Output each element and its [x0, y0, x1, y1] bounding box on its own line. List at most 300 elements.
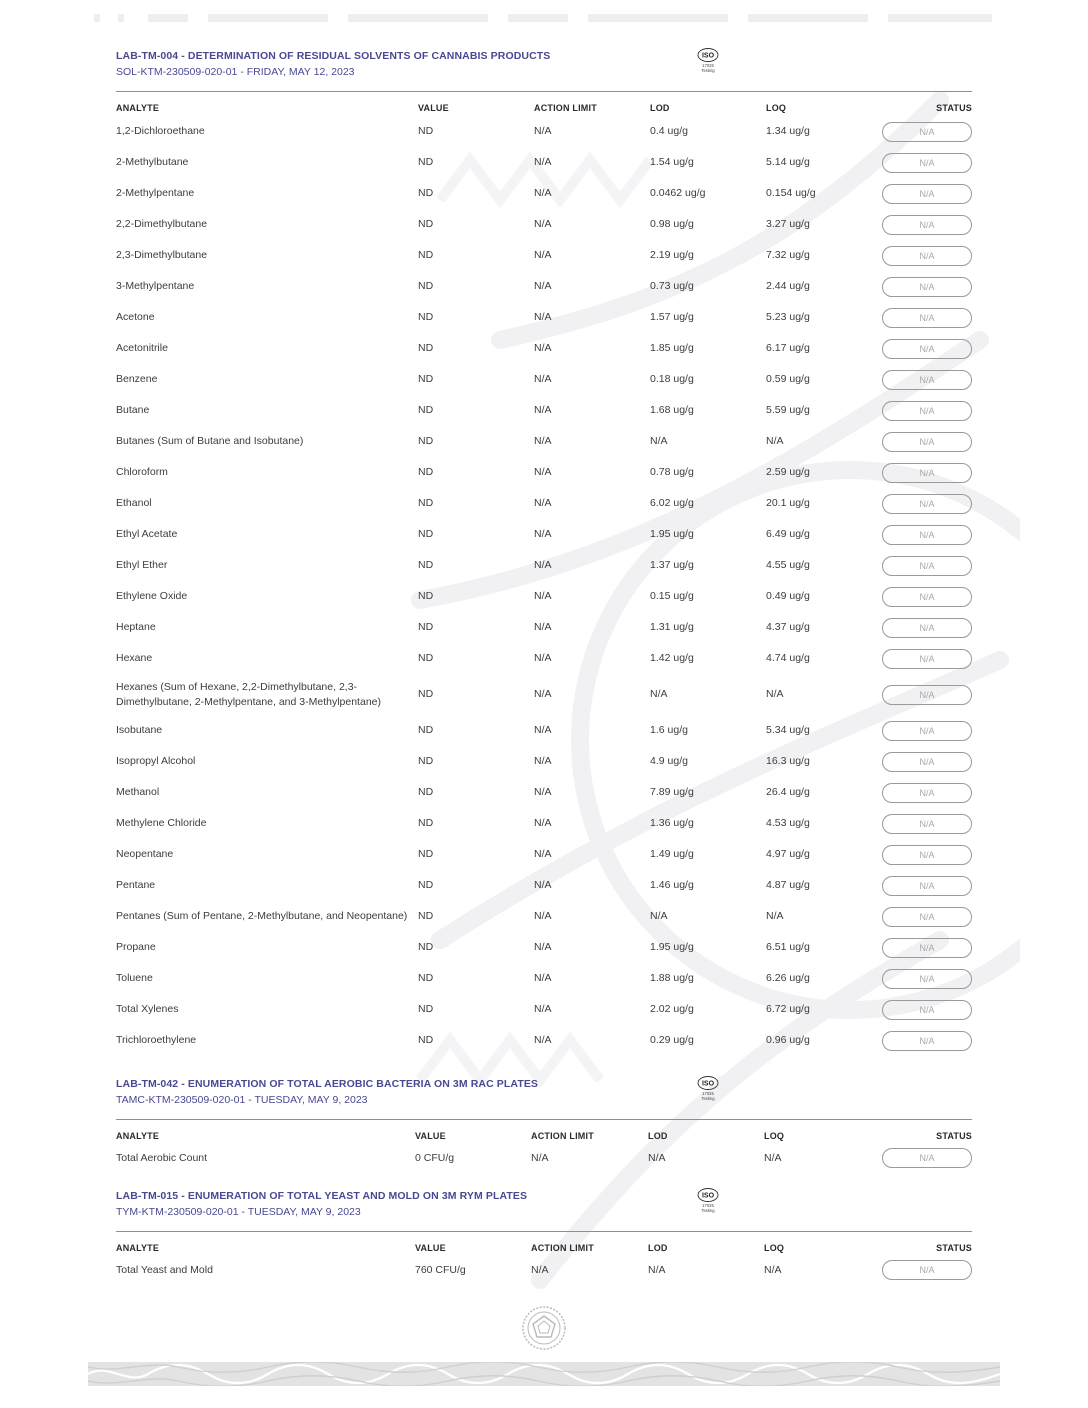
column-header-loq: LOQ: [764, 1243, 785, 1253]
status-cell: [882, 994, 972, 1025]
action-limit-cell: N/A: [534, 156, 552, 168]
value-cell: ND: [418, 435, 434, 447]
status-badge: N/A: [882, 721, 972, 741]
value-cell: ND: [418, 528, 434, 540]
loq-cell: 7.32 ug/g: [766, 249, 810, 261]
value-cell: ND: [418, 621, 434, 633]
table-row: [116, 839, 972, 870]
table-row: [116, 364, 972, 395]
loq-cell: 5.23 ug/g: [766, 311, 810, 323]
results-table: [116, 1128, 972, 1172]
analyte-cell: Total Xylenes: [116, 1003, 179, 1015]
analyte-cell: Trichloroethylene: [116, 1034, 197, 1046]
results-table: [116, 1240, 972, 1284]
action-limit-cell: N/A: [531, 1151, 549, 1164]
lab-seal-icon: [521, 1305, 567, 1351]
value-cell: ND: [418, 218, 434, 230]
analyte-cell: 2-Methylpentane: [116, 187, 195, 199]
status-badge: N/A: [882, 938, 972, 958]
loq-cell: 2.44 ug/g: [766, 280, 810, 292]
status-cell: [882, 839, 972, 870]
value-cell: ND: [418, 590, 434, 602]
action-limit-cell: N/A: [534, 941, 552, 953]
action-limit-cell: N/A: [534, 125, 552, 137]
column-header-value: VALUE: [415, 1131, 446, 1141]
status-cell: [882, 147, 972, 178]
column-header-value: VALUE: [415, 1243, 446, 1253]
action-limit-cell: N/A: [534, 218, 552, 230]
analyte-cell: Propane: [116, 941, 156, 953]
value-cell: ND: [418, 404, 434, 416]
lod-cell: 1.68 ug/g: [650, 404, 694, 416]
loq-cell: 4.55 ug/g: [766, 559, 810, 571]
status-badge: N/A: [882, 184, 972, 204]
action-limit-cell: N/A: [534, 1003, 552, 1015]
lod-cell: 1.49 ug/g: [650, 848, 694, 860]
table-row: [116, 1025, 972, 1056]
action-limit-cell: N/A: [534, 466, 552, 478]
loq-cell: 1.34 ug/g: [766, 125, 810, 137]
action-limit-cell: N/A: [534, 435, 552, 447]
table-row: [116, 808, 972, 839]
section-divider: [116, 1119, 972, 1120]
column-header-lod: LOD: [650, 103, 670, 113]
action-limit-cell: N/A: [534, 848, 552, 860]
lod-cell: 0.15 ug/g: [650, 590, 694, 602]
loq-cell: N/A: [764, 1263, 782, 1276]
status-cell: [882, 870, 972, 901]
status-badge: N/A: [882, 783, 972, 803]
iso-17025-badge-icon: [696, 1074, 720, 1104]
table-row: [116, 643, 972, 674]
lod-cell: 1.95 ug/g: [650, 941, 694, 953]
table-header-row: [116, 100, 972, 116]
loq-cell: N/A: [766, 435, 784, 447]
loq-cell: 0.49 ug/g: [766, 590, 810, 602]
action-limit-cell: N/A: [534, 559, 552, 571]
table-row: [116, 333, 972, 364]
column-header-action-limit: ACTION LIMIT: [531, 1243, 594, 1253]
section-subtitle: SOL-KTM-230509-020-01 - FRIDAY, MAY 12, 2023: [116, 66, 355, 78]
iso-17025-badge-icon: [696, 46, 720, 76]
section-subtitle: TYM-KTM-230509-020-01 - TUESDAY, MAY 9, 2023: [116, 1206, 361, 1218]
status-cell: [882, 240, 972, 271]
status-badge: N/A: [882, 752, 972, 772]
status-badge: N/A: [882, 556, 972, 576]
analyte-cell: Acetonitrile: [116, 342, 168, 354]
table-row: [116, 426, 972, 457]
status-cell: [882, 271, 972, 302]
iso-badge-line1: ISO: [701, 1192, 715, 1200]
loq-cell: 6.72 ug/g: [766, 1003, 810, 1015]
status-cell: [882, 746, 972, 777]
value-cell: ND: [418, 187, 434, 199]
table-row: [116, 581, 972, 612]
test-section-3: [116, 1190, 972, 1276]
value-cell: ND: [418, 786, 434, 798]
loq-cell: 0.154 ug/g: [766, 187, 816, 199]
status-badge: N/A: [882, 494, 972, 514]
value-cell: ND: [418, 497, 434, 509]
value-cell: ND: [418, 755, 434, 767]
table-row: [116, 994, 972, 1025]
loq-cell: 0.96 ug/g: [766, 1034, 810, 1046]
table-row: [116, 715, 972, 746]
table-row: [116, 777, 972, 808]
lod-cell: 1.42 ug/g: [650, 652, 694, 664]
action-limit-cell: N/A: [531, 1263, 549, 1276]
action-limit-cell: N/A: [534, 817, 552, 829]
analyte-cell: Benzene: [116, 373, 158, 385]
value-cell: ND: [418, 1003, 434, 1015]
value-cell: ND: [418, 848, 434, 860]
table-header-row: [116, 1128, 972, 1144]
iso-badge-line1: ISO: [701, 52, 715, 60]
status-badge: N/A: [882, 845, 972, 865]
status-badge: N/A: [882, 215, 972, 235]
status-cell: [882, 395, 972, 426]
lod-cell: 1.57 ug/g: [650, 311, 694, 323]
value-cell: ND: [418, 941, 434, 953]
action-limit-cell: N/A: [534, 404, 552, 416]
lod-cell: 0.18 ug/g: [650, 373, 694, 385]
value-cell: 0 CFU/g: [415, 1151, 455, 1164]
status-cell: [882, 488, 972, 519]
lod-cell: 1.88 ug/g: [650, 972, 694, 984]
table-row: [116, 178, 972, 209]
analyte-cell: Acetone: [116, 311, 155, 323]
lod-cell: 1.31 ug/g: [650, 621, 694, 633]
value-cell: ND: [418, 879, 434, 891]
status-cell: [882, 457, 972, 488]
status-badge: N/A: [882, 339, 972, 359]
loq-cell: N/A: [766, 688, 784, 700]
analyte-cell: Pentane: [116, 879, 156, 891]
status-badge: N/A: [882, 969, 972, 989]
status-cell: [882, 426, 972, 457]
iso-badge-line2: 17025: [702, 1091, 714, 1096]
loq-cell: 5.59 ug/g: [766, 404, 810, 416]
status-badge: N/A: [882, 1000, 972, 1020]
status-cell: [882, 581, 972, 612]
analyte-cell: Hexane: [116, 652, 153, 664]
lod-cell: 2.02 ug/g: [650, 1003, 694, 1015]
loq-cell: 20.1 ug/g: [766, 497, 810, 509]
status-cell: [882, 178, 972, 209]
status-badge: N/A: [882, 277, 972, 297]
loq-cell: 6.49 ug/g: [766, 528, 810, 540]
status-badge: N/A: [882, 1031, 972, 1051]
status-cell: [882, 550, 972, 581]
status-cell: [882, 333, 972, 364]
loq-cell: 6.51 ug/g: [766, 941, 810, 953]
analyte-cell: Chloroform: [116, 466, 168, 478]
status-badge: N/A: [882, 1260, 972, 1280]
iso-badge-line3: Testing: [701, 1208, 715, 1213]
value-cell: ND: [418, 817, 434, 829]
status-badge: N/A: [882, 649, 972, 669]
status-cell: [882, 612, 972, 643]
loq-cell: 26.4 ug/g: [766, 786, 810, 798]
column-header-action-limit: ACTION LIMIT: [531, 1131, 594, 1141]
status-badge: N/A: [882, 876, 972, 896]
action-limit-cell: N/A: [534, 590, 552, 602]
column-header-analyte: ANALYTE: [116, 1131, 160, 1141]
action-limit-cell: N/A: [534, 497, 552, 509]
action-limit-cell: N/A: [534, 910, 552, 922]
loq-cell: 5.34 ug/g: [766, 724, 810, 736]
column-header-status: STATUS: [936, 1243, 972, 1253]
column-header-loq: LOQ: [764, 1131, 785, 1141]
status-badge: N/A: [882, 432, 972, 452]
status-badge: N/A: [882, 246, 972, 266]
analyte-cell: Pentanes (Sum of Pentane, 2-Methylbutane, and Neopentane): [116, 910, 408, 922]
iso-badge-line3: Testing: [701, 1096, 715, 1101]
analyte-cell: Heptane: [116, 621, 156, 633]
lod-cell: N/A: [650, 688, 668, 700]
section-divider: [116, 1231, 972, 1232]
value-cell: ND: [418, 1034, 434, 1046]
lod-cell: 1.95 ug/g: [650, 528, 694, 540]
status-badge: N/A: [882, 153, 972, 173]
column-header-status: STATUS: [936, 103, 972, 113]
status-cell: [882, 643, 972, 674]
loq-cell: 4.74 ug/g: [766, 652, 810, 664]
table-row: [116, 746, 972, 777]
loq-cell: N/A: [766, 910, 784, 922]
status-badge: N/A: [882, 525, 972, 545]
status-cell: [882, 209, 972, 240]
value-cell: ND: [418, 972, 434, 984]
status-badge: N/A: [882, 907, 972, 927]
iso-badge-line2: 17025: [702, 1203, 714, 1208]
analyte-cell: Butanes (Sum of Butane and Isobutane): [116, 435, 304, 447]
table-row: [116, 870, 972, 901]
loq-cell: 4.37 ug/g: [766, 621, 810, 633]
lod-cell: 1.37 ug/g: [650, 559, 694, 571]
status-cell: [882, 715, 972, 746]
analyte-cell: Methanol: [116, 786, 160, 798]
status-cell: [882, 808, 972, 839]
status-cell: [882, 777, 972, 808]
table-row: [116, 240, 972, 271]
lod-cell: 0.98 ug/g: [650, 218, 694, 230]
status-badge: N/A: [882, 587, 972, 607]
table-row: [116, 457, 972, 488]
loq-cell: N/A: [764, 1151, 782, 1164]
action-limit-cell: N/A: [534, 688, 552, 700]
status-cell: [880, 1144, 972, 1172]
status-badge: N/A: [882, 618, 972, 638]
status-cell: [882, 519, 972, 550]
table-row: [116, 209, 972, 240]
analyte-cell: 2,3-Dimethylbutane: [116, 249, 208, 261]
status-badge: N/A: [882, 814, 972, 834]
status-cell: [882, 302, 972, 333]
status-cell: [882, 116, 972, 147]
table-row: [116, 271, 972, 302]
lod-cell: 2.19 ug/g: [650, 249, 694, 261]
lod-cell: 0.29 ug/g: [650, 1034, 694, 1046]
lod-cell: N/A: [650, 435, 668, 447]
value-cell: ND: [418, 373, 434, 385]
value-cell: ND: [418, 910, 434, 922]
lod-cell: N/A: [648, 1151, 666, 1164]
analyte-cell: Ethylene Oxide: [116, 590, 188, 602]
analyte-cell: Isobutane: [116, 724, 163, 736]
loq-cell: 4.53 ug/g: [766, 817, 810, 829]
column-header-analyte: ANALYTE: [116, 103, 160, 113]
action-limit-cell: N/A: [534, 373, 552, 385]
table-row: [116, 395, 972, 426]
action-limit-cell: N/A: [534, 621, 552, 633]
lod-cell: 4.9 ug/g: [650, 755, 688, 767]
lod-cell: 1.54 ug/g: [650, 156, 694, 168]
table-row: [116, 116, 972, 147]
loq-cell: 3.27 ug/g: [766, 218, 810, 230]
action-limit-cell: N/A: [534, 342, 552, 354]
lod-cell: 6.02 ug/g: [650, 497, 694, 509]
value-cell: ND: [418, 342, 434, 354]
column-header-analyte: ANALYTE: [116, 1243, 160, 1253]
section-title: LAB-TM-004 - DETERMINATION OF RESIDUAL SOLVENTS OF CANNABIS PRODUCTS: [116, 50, 551, 62]
status-badge: N/A: [882, 1148, 972, 1168]
status-badge: N/A: [882, 122, 972, 142]
table-row: [116, 488, 972, 519]
status-cell: [880, 1256, 972, 1284]
loq-cell: 6.26 ug/g: [766, 972, 810, 984]
table-row: [116, 519, 972, 550]
analyte-cell: 3-Methylpentane: [116, 280, 195, 292]
action-limit-cell: N/A: [534, 652, 552, 664]
table-row: [116, 932, 972, 963]
analyte-cell: Ethanol: [116, 497, 152, 509]
table-row: [116, 550, 972, 581]
value-cell: ND: [418, 688, 434, 700]
analyte-cell: 1,2-Dichloroethane: [116, 125, 205, 137]
table-row: [116, 963, 972, 994]
action-limit-cell: N/A: [534, 1034, 552, 1046]
loq-cell: 4.87 ug/g: [766, 879, 810, 891]
lod-cell: 1.46 ug/g: [650, 879, 694, 891]
status-cell: [882, 901, 972, 932]
action-limit-cell: N/A: [534, 528, 552, 540]
table-header-row: [116, 1240, 972, 1256]
analyte-cell: Butane: [116, 404, 150, 416]
lod-cell: 7.89 ug/g: [650, 786, 694, 798]
status-cell: [882, 1025, 972, 1056]
value-cell: ND: [418, 311, 434, 323]
analyte-cell: Total Yeast and Mold: [116, 1263, 213, 1276]
loq-cell: 0.59 ug/g: [766, 373, 810, 385]
column-header-action-limit: ACTION LIMIT: [534, 103, 597, 113]
lod-cell: 1.85 ug/g: [650, 342, 694, 354]
status-badge: N/A: [882, 685, 972, 705]
table-row: [116, 147, 972, 178]
table-row: [116, 674, 972, 715]
results-table: [116, 100, 972, 1056]
lod-cell: 1.36 ug/g: [650, 817, 694, 829]
table-row: [116, 612, 972, 643]
test-section-1: [116, 50, 972, 1046]
value-cell: ND: [418, 559, 434, 571]
action-limit-cell: N/A: [534, 972, 552, 984]
decorative-footer-band: [88, 1362, 1000, 1386]
loq-cell: 16.3 ug/g: [766, 755, 810, 767]
table-row: [116, 1144, 972, 1172]
action-limit-cell: N/A: [534, 786, 552, 798]
status-badge: N/A: [882, 370, 972, 390]
analyte-cell: Ethyl Ether: [116, 559, 168, 571]
column-header-lod: LOD: [648, 1131, 668, 1141]
action-limit-cell: N/A: [534, 311, 552, 323]
value-cell: ND: [418, 156, 434, 168]
status-cell: [882, 364, 972, 395]
loq-cell: 6.17 ug/g: [766, 342, 810, 354]
analyte-cell: Methylene Chloride: [116, 817, 207, 829]
action-limit-cell: N/A: [534, 187, 552, 199]
column-header-loq: LOQ: [766, 103, 787, 113]
value-cell: ND: [418, 652, 434, 664]
value-cell: ND: [418, 724, 434, 736]
lod-cell: 1.6 ug/g: [650, 724, 688, 736]
column-header-lod: LOD: [648, 1243, 668, 1253]
status-badge: N/A: [882, 308, 972, 328]
action-limit-cell: N/A: [534, 280, 552, 292]
section-subtitle: TAMC-KTM-230509-020-01 - TUESDAY, MAY 9, 2023: [116, 1094, 368, 1106]
section-divider: [116, 91, 972, 92]
section-title: LAB-TM-042 - ENUMERATION OF TOTAL AEROBIC BACTERIA ON 3M RAC PLATES: [116, 1078, 539, 1090]
value-cell: ND: [418, 249, 434, 261]
value-cell: ND: [418, 280, 434, 292]
loq-cell: 4.97 ug/g: [766, 848, 810, 860]
analyte-cell: Hexanes (Sum of Hexane, 2,2-Dimethylbutane, 2,3-Dimethylbutane, 2-Methylpentane, and 3-Methylpentane): [116, 680, 381, 708]
analyte-cell: Toluene: [116, 972, 153, 984]
analyte-cell: Neopentane: [116, 848, 174, 860]
value-cell: ND: [418, 466, 434, 478]
analyte-cell: Ethyl Acetate: [116, 528, 178, 540]
action-limit-cell: N/A: [534, 249, 552, 261]
lod-cell: N/A: [650, 910, 668, 922]
status-cell: [882, 963, 972, 994]
lod-cell: 0.0462 ug/g: [650, 187, 706, 199]
column-header-value: VALUE: [418, 103, 449, 113]
iso-17025-badge-icon: [696, 1186, 720, 1216]
iso-badge-line2: 17025: [702, 63, 714, 68]
status-cell: [882, 674, 972, 715]
iso-badge-line3: Testing: [701, 68, 715, 73]
status-cell: [882, 932, 972, 963]
analyte-cell: 2-Methylbutane: [116, 156, 189, 168]
table-row: [116, 1256, 972, 1284]
loq-cell: 5.14 ug/g: [766, 156, 810, 168]
lod-cell: N/A: [648, 1263, 666, 1276]
analyte-cell: 2,2-Dimethylbutane: [116, 218, 208, 230]
status-badge: N/A: [882, 463, 972, 483]
loq-cell: 2.59 ug/g: [766, 466, 810, 478]
column-header-status: STATUS: [936, 1131, 972, 1141]
lod-cell: 0.4 ug/g: [650, 125, 688, 137]
iso-badge-line1: ISO: [701, 1080, 715, 1088]
action-limit-cell: N/A: [534, 755, 552, 767]
section-title: LAB-TM-015 - ENUMERATION OF TOTAL YEAST AND MOLD ON 3M RYM PLATES: [116, 1190, 528, 1202]
table-row: [116, 302, 972, 333]
table-row: [116, 901, 972, 932]
analyte-cell: Total Aerobic Count: [116, 1151, 208, 1164]
status-badge: N/A: [882, 401, 972, 421]
action-limit-cell: N/A: [534, 879, 552, 891]
lod-cell: 0.78 ug/g: [650, 466, 694, 478]
